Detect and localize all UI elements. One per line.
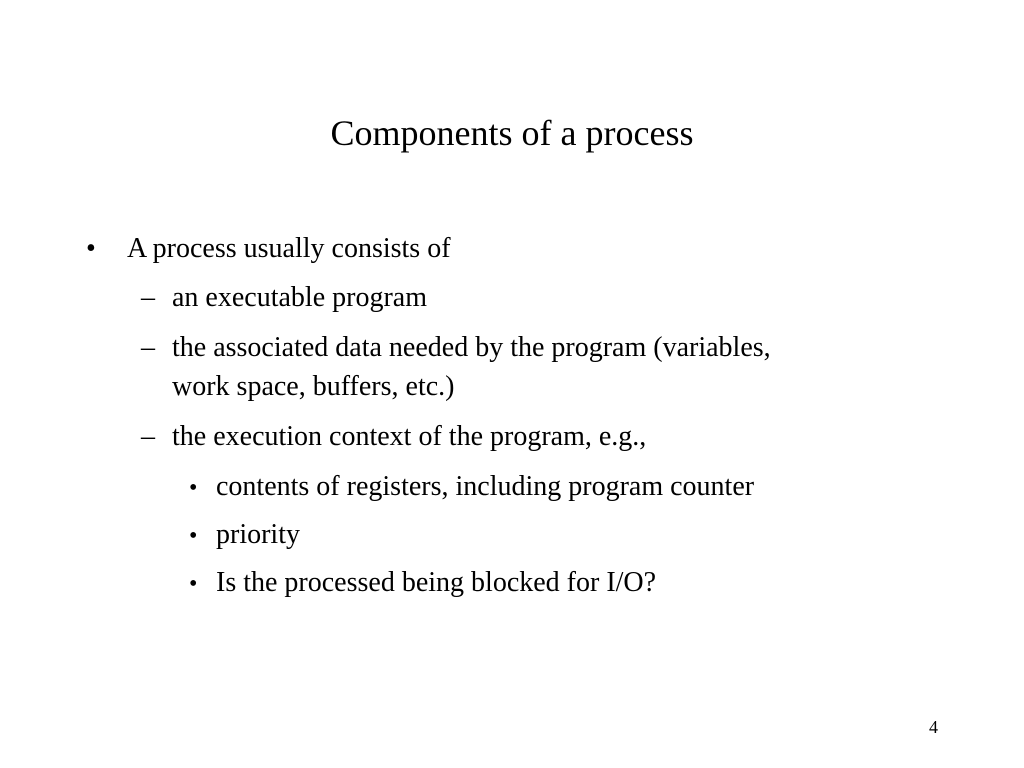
sub-bullet-marker: • — [189, 475, 198, 501]
dash-text: the associated data needed by the program (variables, — [172, 332, 771, 363]
slide-title: Components of a process — [330, 113, 694, 153]
bullet-marker: • — [86, 233, 96, 264]
sub-bullet-text: Is the processed being blocked for I/O? — [216, 567, 657, 598]
dash-marker: – — [141, 421, 155, 452]
dash-text: the execution context of the program, e.g., — [172, 421, 647, 452]
dash-text: an executable program — [172, 282, 427, 313]
bullet-text: A process usually consists of — [127, 233, 451, 264]
sub-bullet-text: priority — [216, 519, 300, 550]
dash-marker: – — [141, 332, 155, 363]
sub-bullet-text: contents of registers, including program counter — [216, 471, 755, 502]
sub-bullet-marker: • — [189, 571, 198, 597]
dash-text-continuation: work space, buffers, etc.) — [172, 371, 455, 402]
page-number: 4 — [929, 717, 938, 737]
sub-bullet-marker: • — [189, 523, 198, 549]
dash-marker: – — [141, 282, 155, 313]
